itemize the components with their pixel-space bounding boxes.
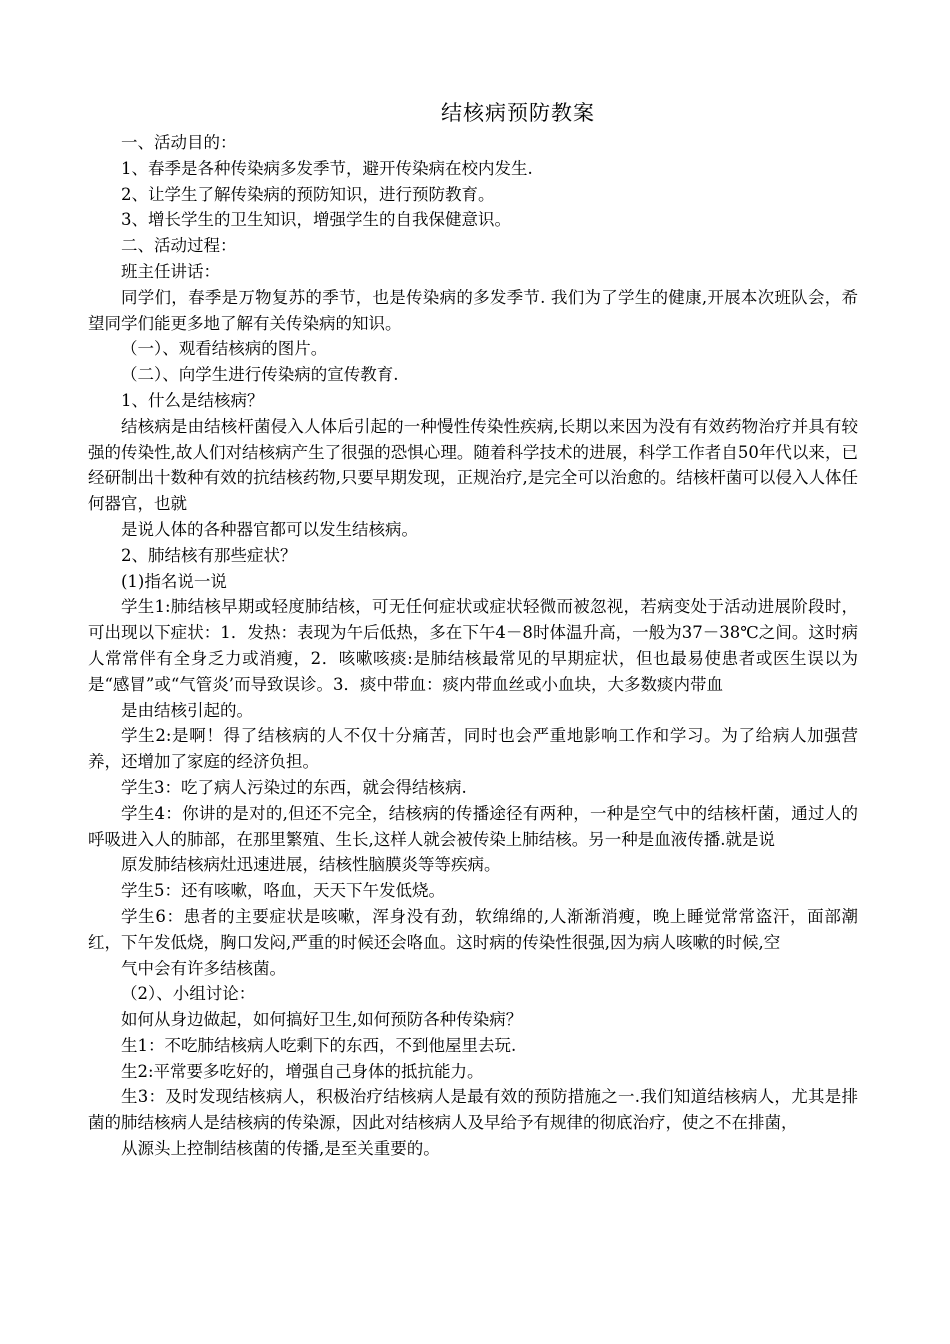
paragraph: 1、什么是结核病？ [121,390,264,410]
paragraph: (1)指名说一说 [121,571,227,591]
document-title: 结核病预防教案 [441,101,595,125]
paragraph: 班主任讲话： [121,261,220,281]
paragraph: （二）、向学生进行传染病的宣传教育. [121,365,399,385]
document-page [88,96,858,1162]
paragraph: 1、春季是各种传染病多发季节，避开传染病在校内发生. [121,158,533,178]
paragraph: 学生4：你讲的是对的,但还不完全，结核病的传播途径有两种，一种是空气中的结核杆菌，通过人的呼吸进入人的肺部，在那里繁殖、生长,这样人就会被传染上肺结核。另一种是血液传播.就是说 [88,803,858,849]
paragraph: 3、增长学生的卫生知识，增强学生的自我保健意识。 [121,210,511,230]
paragraph: 2、让学生了解传染病的预防知识，进行预防教育。 [121,184,495,204]
paragraph: 一、活动目的： [121,133,237,152]
paragraph: 气中会有许多结核菌。 [121,958,286,978]
paragraph: 原发肺结核病灶迅速进展，结核性脑膜炎等等疾病。 [121,855,501,875]
paragraph: 二、活动过程： [121,236,237,256]
paragraph: 如何从身边做起，如何搞好卫生,如何预防各种传染病？ [121,1010,523,1030]
paragraph: 从源头上控制结核菌的传播,是至关重要的。 [121,1139,440,1159]
paragraph: 是说人体的各种器官都可以发生结核病。 [121,519,418,539]
paragraph: 生2:平常要多吃好的，增强自己身体的抵抗能力。 [121,1061,484,1081]
paragraph: 结核病是由结核杆菌侵入人体后引起的一种慢性传染性疾病,长期以来因为没有有效药物治疗并具有较强的传染性,故人们对结核病产生了很强的恐惧心理。随着科学技术的进展，科学工作者自50年代以来，已经研制出十数种有效的抗结核药物,只要早期发现，正规治疗,是完全可以治愈的。结核杆菌可以侵入人体任何器官，也就 [88,416,858,514]
paragraph: 2、肺结核有那些症状？ [121,545,297,565]
paragraph: 学生5：还有咳嗽，咯血，天天下午发低烧。 [121,881,445,901]
paragraph: 同学们，春季是万物复苏的季节，也是传染病的多发季节. 我们为了学生的健康,开展本次班队会，希望同学们能更多地了解有关传染病的知识。 [88,287,858,333]
paragraph: （2）、小组讨论： [121,984,256,1004]
paragraph: 学生2:是啊！得了结核病的人不仅十分痛苦，同时也会严重地影响工作和学习。为了给病人加强营养，还增加了家庭的经济负担。 [88,726,858,772]
paragraph: 学生6：患者的主要症状是咳嗽，浑身没有劲，软绵绵的,人渐渐消瘦，晚上睡觉常常盗汗，面部潮红，下午发低烧，胸口发闷,严重的时候还会咯血。这时病的传染性很强,因为病人咳嗽的时候,空 [88,906,858,952]
paragraph: 生3：及时发现结核病人，积极治疗结核病人是最有效的预防措施之一.我们知道结核病人，尤其是排菌的肺结核病人是结核病的传染源，因此对结核病人及早给予有规律的彻底治疗，使之不在排菌， [88,1087,858,1133]
paragraph: 是由结核引起的。 [121,700,253,720]
paragraph: 学生1:肺结核早期或轻度肺结核，可无任何症状或症状轻微而被忽视，若病变处于活动进展阶段时，可出现以下症状：1．发热：表现为午后低热，多在下午4－8时体温升高，一般为37－38℃之间。这时病人常常伴有全身乏力或消瘦，2．咳嗽咳痰:是肺结核最常见的早期症状，但也最易使患者或医生误以为是“感冒”或“气管炎’而导致误诊。3．痰中带血：痰内带血丝或小血块，大多数痰内带血 [88,597,858,694]
paragraph: 学生3：吃了病人污染过的东西，就会得结核病. [121,777,467,797]
paragraph: （一）、观看结核病的图片。 [121,339,328,359]
paragraph: 生1：不吃肺结核病人吃剩下的东西，不到他屋里去玩. [121,1035,517,1055]
